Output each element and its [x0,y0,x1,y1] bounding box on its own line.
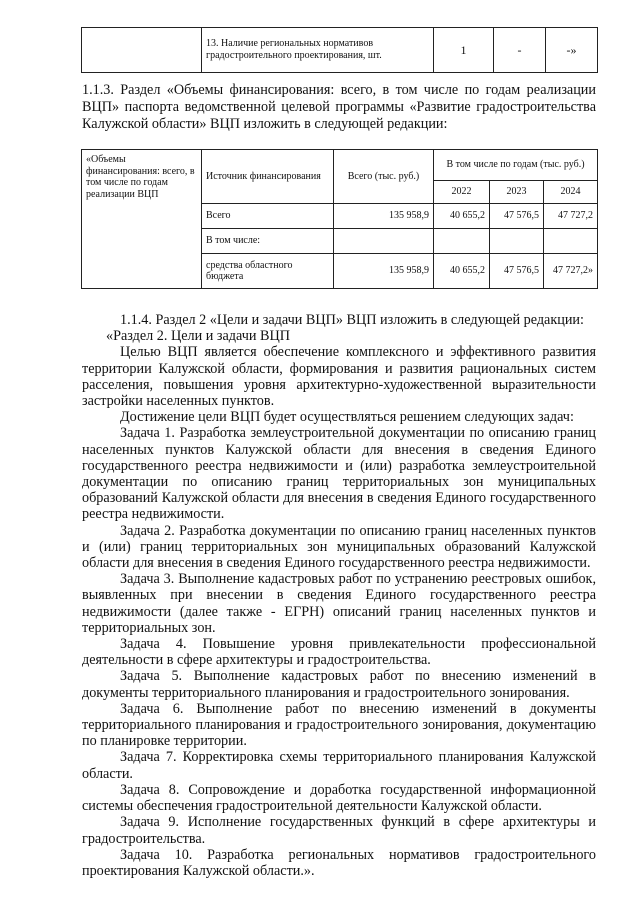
value-2022: 40 655,2 [434,204,490,229]
indicator-name-cell: 13. Наличие региональных нормативов градостроительного проектирования, шт. [202,28,434,73]
year-2024: 2024 [544,181,598,204]
value-2022 [434,229,490,254]
source-cell: В том числе: [202,229,334,254]
indicator-value-cell: - [494,28,546,73]
value-2022: 40 655,2 [434,254,490,289]
total-cell [334,229,434,254]
section-1-1-4-paragraph: 1.1.4. Раздел 2 «Цели и задачи ВЦП» ВЦП изложить в следующей редакции: [120,312,584,328]
indicator-value-cell: -» [546,28,598,73]
value-2024: 47 727,2» [544,254,598,289]
financing-label-cell: «Объемы финансирования: всего, в том числе по годам реализации ВЦП [82,150,202,289]
achievement-paragraph: Достижение цели ВЦП будет осуществляться решением следующих задач: [120,409,574,426]
value-2023: 47 576,5 [490,204,544,229]
header-by-years: В том числе по годам (тыс. руб.) [434,150,598,181]
header-total: Всего (тыс. руб.) [334,150,434,204]
table-row [82,150,598,181]
table-cell [82,28,202,73]
task-paragraph: Задача 3. Выполнение кадастровых работ по устранению реестровых ошибок, выявленных при внесении в сведения Единого государственного реестра недвижимости (далее также - ЕГРН) описаний границ населенных пунктов и территориальных зон. [82,571,596,636]
year-2023: 2023 [490,181,544,204]
task-paragraph: Задача 7. Корректировка схемы территориального планирования Калужской области. [82,749,596,782]
total-cell: 135 958,9 [334,254,434,289]
year-2022: 2022 [434,181,490,204]
financing-table [81,149,598,289]
goal-paragraph: Целью ВЦП является обеспечение комплексного и эффективного развития территории Калужской области, формирования и развития рациональных систем расселения, повышения уровня архитектурно-художественной выразительности застройки населенных пунктов. [82,344,596,410]
source-cell: Всего [202,204,334,229]
task-paragraph: Задача 10. Разработка региональных нормативов градостроительного проектирования Калужской области.». [82,846,596,879]
value-2023: 47 576,5 [490,254,544,289]
section-heading: «Раздел 2. Цели и задачи ВЦП [106,328,290,345]
main-text [82,312,596,879]
value-2024: 47 727,2 [544,204,598,229]
value-2024 [544,229,598,254]
value-2023 [490,229,544,254]
task-paragraph: Задача 4. Повышение уровня привлекательности профессиональной деятельности в сфере архитектуры и градостроительства. [82,636,596,669]
section-1-1-3-paragraph: 1.1.3. Раздел «Объемы финансирования: всего, в том числе по годам реализации ВЦП» паспорта ведомственной целевой программы «Развитие градостроительства Калужской области» ВЦП изложить в следующей редакции: [82,82,596,132]
task-paragraph: Задача 9. Исполнение государственных функций в сфере архитектуры и градостроительства. [82,814,596,847]
task-paragraph: Задача 5. Выполнение кадастровых работ по внесению изменений в документы территориального планирования и градостроительного зонирования. [82,668,596,701]
total-cell: 135 958,9 [334,204,434,229]
indicator-value-cell: 1 [434,28,494,73]
header-source: Источник финансирования [202,150,334,204]
task-paragraph: Задача 6. Выполнение работ по внесению изменений в документы территориального планирования и градостроительного зонирования, документацию по планировке территории. [82,700,596,750]
source-cell: средства областного бюджета [202,254,334,289]
task-paragraph: Задача 1. Разработка землеустроительной документации по описанию границ населенных пунктов Калужской области для внесения в сведения Единого государственного реестра недвижимости и (или) разработка землеустроительной документации по описанию границ территориальных зон муниципальных образований Калужской области для внесения в сведения Единого государственного реестра недвижимости. [82,425,596,523]
task-paragraph: Задача 8. Сопровождение и доработка государственной информационной системы обеспечения градостроительной деятельности Калужской области. [82,781,596,815]
task-paragraph: Задача 2. Разработка документации по описанию границ населенных пунктов и (или) границ территориальных зон муниципальных образований Калужской области для внесения в сведения Единого государственного реестра недвижимости. [82,522,596,572]
table-row [82,28,598,73]
indicators-table [81,27,598,73]
